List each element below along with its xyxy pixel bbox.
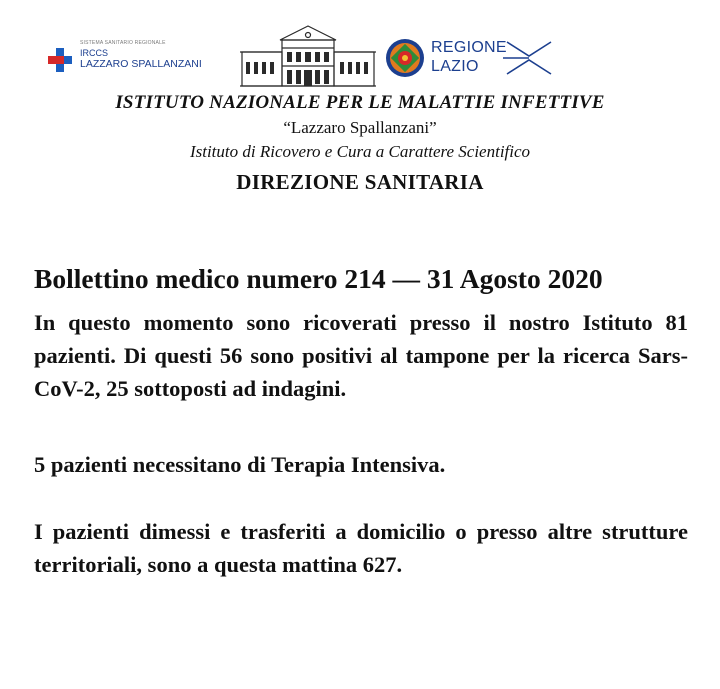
letterhead <box>0 0 720 200</box>
regione-line1: REGIONE <box>431 39 507 56</box>
institute-building-icon <box>240 22 376 88</box>
institute-description: Istituto di Ricovero e Cura a Carattere Scientifico <box>189 142 531 161</box>
institute-title: ISTITUTO NAZIONALE PER LE MALATTIE INFETTIVE <box>115 92 605 113</box>
bulletin-paragraph-icu: 5 pazienti necessitano di Terapia Intensiva. <box>34 452 446 477</box>
institute-subname: “Lazzaro Spallanzani” <box>283 118 437 137</box>
medical-cross-icon <box>46 46 74 74</box>
regione-line2: LAZIO <box>431 58 479 75</box>
bulletin-paragraph-patients: In questo momento sono ricoverati presso il nostro Istituto 81 pazienti. Di questi 56 sono positivi al tampone per la ricerca Sars-CoV-2, 25 sottoposti ad indagini. <box>34 310 688 401</box>
spallanzani-logo <box>46 38 226 78</box>
logo-irccs: IRCCS <box>80 48 109 58</box>
bulletin-title: Bollettino medico numero 214 — 31 Agosto 2020 <box>34 263 603 294</box>
logo-name: LAZZARO SPALLANZANI <box>80 58 202 70</box>
bulletin-body <box>34 262 688 581</box>
logo-tagline: SISTEMA SANITARIO REGIONALE <box>80 40 166 46</box>
regione-lazio-seal-icon <box>385 36 425 80</box>
direzione-sanitaria: DIREZIONE SANITARIA <box>236 170 484 194</box>
bulletin-paragraph-discharged: I pazienti dimessi e trasferiti a domicilio o presso altre strutture territoriali, sono a questa mattina 627. <box>34 519 688 577</box>
lazio-arrow-icon <box>503 38 553 78</box>
regione-lazio-logo <box>385 36 555 82</box>
